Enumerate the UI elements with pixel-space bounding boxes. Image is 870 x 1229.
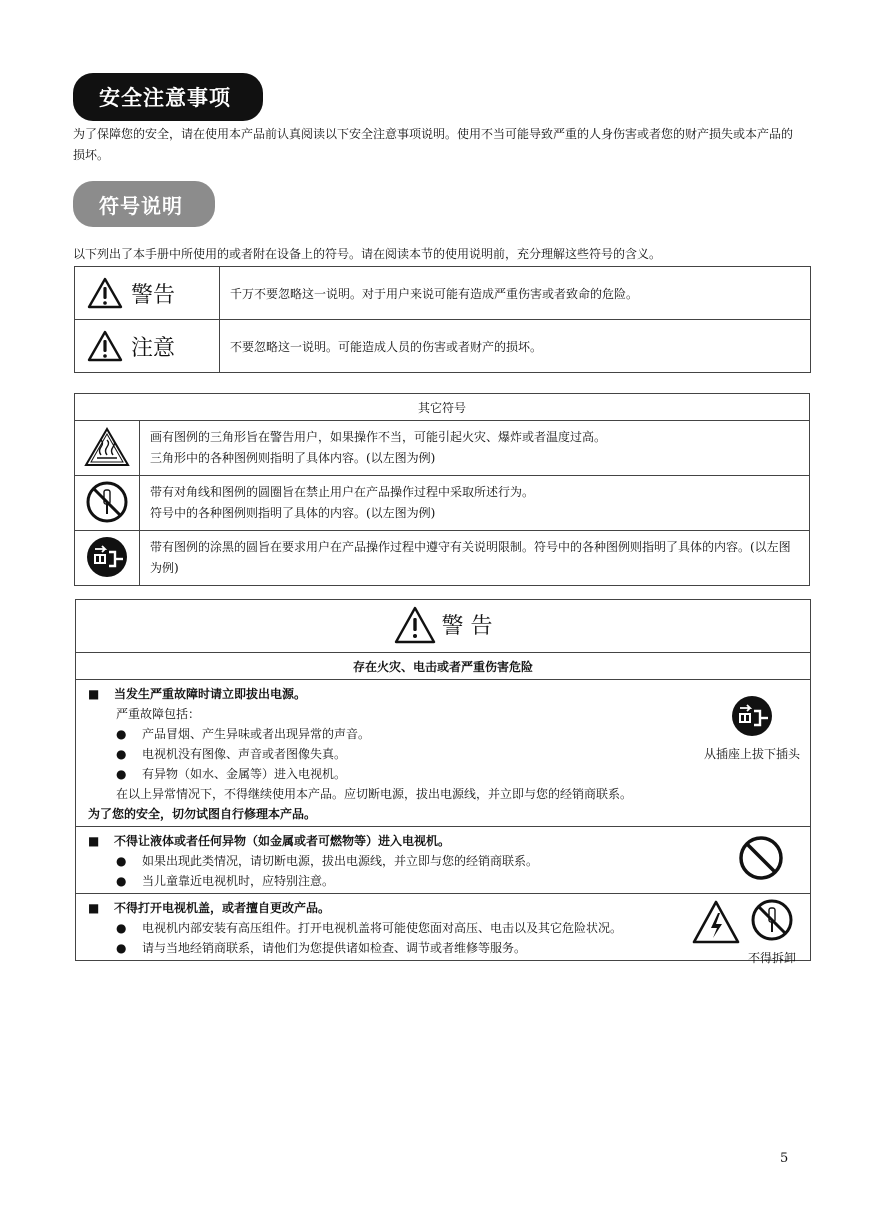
icon-caption: 不得拆卸 <box>747 951 796 965</box>
section-bullet: 如果出现此类情况，请切断电源，拔出电源线，并立即与您的经销商联系。 <box>142 854 539 868</box>
icon-caption: 从插座上拔下插头 <box>703 747 800 761</box>
section-bullet: 有异物（如水、金属等）进入电视机。 <box>142 767 347 781</box>
symbol-desc-line: 三角形中的各种图例则指明了具体内容。(以左图为例) <box>150 451 436 465</box>
symbol-desc-line: 符号中的各种图例则指明了具体的内容。(以左图为例) <box>150 506 436 520</box>
no-disassembly-circle-icon <box>750 898 794 942</box>
symbol-desc-line: 画有图例的三角形旨在警告用户，如果操作不当，可能引起火灾、爆炸或者温度过高。 <box>150 430 607 444</box>
warning-section-liquids: ■ 不得让液体或者任何异物（如金属或者可燃物等）进入电视机。 ● 如果出现此类情况，请切断电源，拔出电源线，并立即与您的经销商联系。 ● 当儿童靠近电视机时，应特别注意。 <box>76 827 811 894</box>
section-heading: 不得让液体或者任何异物（如金属或者可燃物等）进入电视机。 <box>114 834 451 848</box>
symbols-intro-paragraph: 以下列出了本手册中所使用的或者附在设备上的符号。请在阅读本节的使用说明前，充分理解这些符号的含义。 <box>73 247 662 261</box>
heading-symbols: 符号说明 <box>73 181 215 227</box>
symbol-row <box>75 531 810 586</box>
section-bullet: 当儿童靠近电视机时，应特别注意。 <box>142 874 335 888</box>
warning-section-unplug: ■ 当发生严重故障时请立即拔出电源。 严重故障包括： ● 产品冒烟、产生异味或者出现异常的声音。 ● 电视机没有图像、声音或者图像失真。 ● 有异物（如水、金属等）进入电视机。 在以上异常情况下，不得继续使用本产品。应切断电源，拔出电源线，并立即与您的经销商联系。 为了您的安全，切勿试图自行修理本产品。 从插座上拔下插头 <box>76 680 811 827</box>
section-bullet: 电视机没有图像、声音或者图像失真。 <box>142 747 347 761</box>
section-bullet: 电视机内部安装有高压组件。打开电视机盖将可能使您面对高压、电击以及其它危险状况。 <box>142 921 623 935</box>
no-disassembly-circle-icon <box>85 480 129 524</box>
section-bold-note: 为了您的安全，切勿试图自行修理本产品。 <box>88 807 317 821</box>
section-heading: 不得打开电视机盖，或者擅自更改产品。 <box>114 901 331 915</box>
warning-box <box>75 599 811 965</box>
level-row-warning <box>75 267 811 320</box>
other-symbols-table <box>74 393 810 586</box>
level-description: 千万不要忽略这一说明。对于用户来说可能有造成严重伤害或者致命的危险。 <box>220 267 811 320</box>
symbol-desc-line: 带有对角线和图例的圆圈旨在禁止用户在产品操作过程中采取所述行为。 <box>150 485 535 499</box>
unplug-mandatory-icon <box>730 694 774 738</box>
section-bullet: 产品冒烟、产生异味或者出现异常的声音。 <box>142 727 371 741</box>
warning-triangle-icon <box>394 606 436 644</box>
intro-paragraph: 为了保障您的安全，请在使用本产品前认真阅读以下安全注意事项说明。使用不当可能导致严重的人身伤害或者您的财产损失或本产品的损坏。 <box>73 127 794 162</box>
heading-safety: 安全注意事项 <box>73 73 263 121</box>
section-bullet: 请与当地经销商联系，请他们为您提供诸如检查、调节或者维修等服务。 <box>142 941 527 955</box>
section-heading: 当发生严重故障时请立即拔出电源。 <box>114 687 307 701</box>
section-note: 在以上异常情况下，不得继续使用本产品。应切断电源，拔出电源线，并立即与您的经销商联系。 <box>116 787 633 801</box>
level-row-caution <box>75 320 811 373</box>
warning-section-cover: ■ 不得打开电视机盖，或者擅自更改产品。 ● 电视机内部安装有高压组件。打开电视机盖将可能使您面对高压、电击以及其它危险状况。 ● 请与当地经销商联系，请他们为您提供诸如检查、调节或者维修等服务。 不得拆卸 <box>76 894 811 961</box>
prohibited-circle-icon <box>738 835 784 881</box>
warning-subtitle: 存在火灾、电击或者严重伤害危险 <box>76 653 811 680</box>
electric-shock-triangle-icon <box>692 900 740 944</box>
level-label: 警告 <box>131 282 176 308</box>
other-symbols-header: 其它符号 <box>75 394 810 421</box>
unplug-mandatory-icon <box>85 535 129 579</box>
caution-triangle-icon <box>87 330 123 362</box>
warning-title: 警 告 <box>394 606 493 644</box>
symbol-desc-line: 带有图例的涂黑的圆旨在要求用户在产品操作过程中遵守有关说明限制。符号中的各种图例则指明了具体的内容。(以左图为例) <box>150 540 791 575</box>
hot-surface-triangle-icon <box>84 427 130 467</box>
section-lead: 严重故障包括： <box>116 707 201 721</box>
hazard-levels-table <box>74 266 811 373</box>
warning-triangle-icon <box>87 277 123 309</box>
symbol-row <box>75 476 810 531</box>
level-label: 注意 <box>131 335 176 361</box>
page-number: 5 <box>780 1151 789 1166</box>
level-description: 不要忽略这一说明。可能造成人员的伤害或者财产的损坏。 <box>220 320 811 373</box>
symbol-row <box>75 421 810 476</box>
